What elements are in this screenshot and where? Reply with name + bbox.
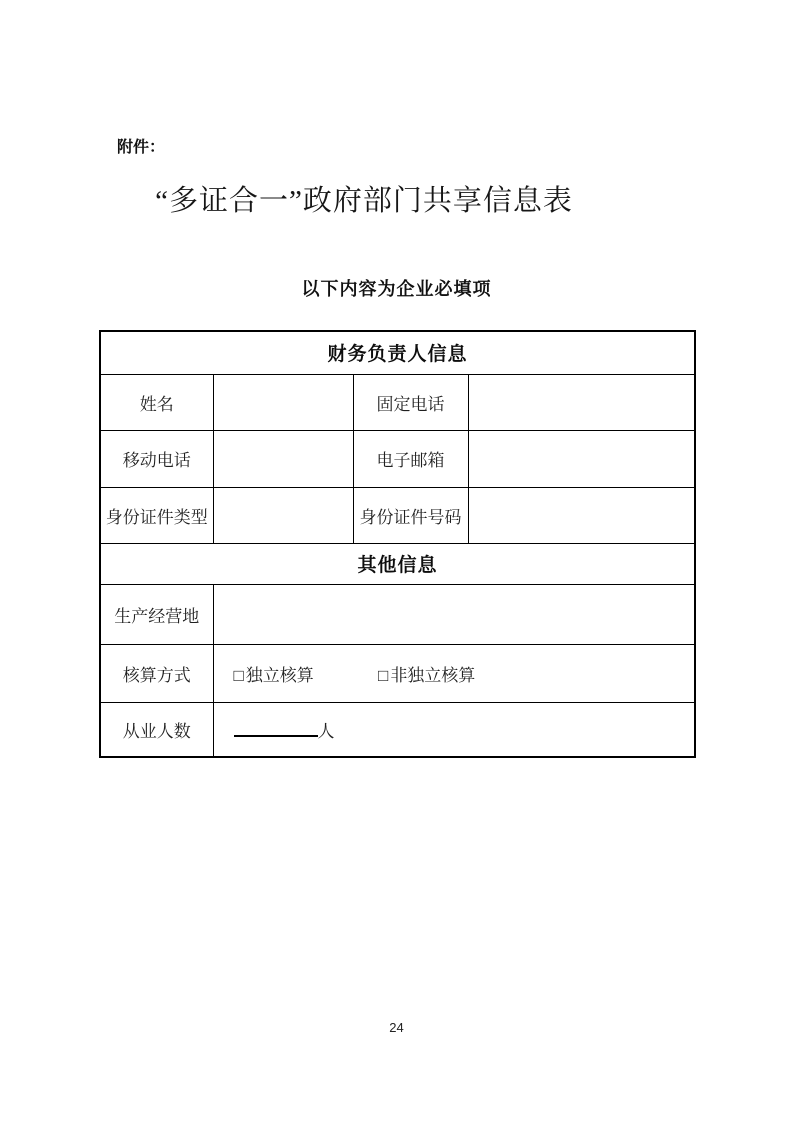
business-location-label: 生产经营地 xyxy=(100,584,213,644)
section2-title: 其他信息 xyxy=(100,543,695,584)
accounting-method-options xyxy=(213,644,695,702)
checkbox-option-non-independent[interactable] xyxy=(378,661,475,686)
id-number-label: 身份证件号码 xyxy=(353,487,468,543)
id-number-field[interactable] xyxy=(468,487,695,543)
employee-count-cell xyxy=(213,702,695,757)
section1-header-row xyxy=(100,331,695,374)
name-field[interactable] xyxy=(213,374,353,430)
shared-info-form-table xyxy=(99,330,696,758)
section2-header-row xyxy=(100,543,695,584)
attachment-label: 附件： xyxy=(117,139,166,156)
employee-count-label: 从业人数 xyxy=(100,702,213,757)
email-field[interactable] xyxy=(468,430,695,487)
business-location-field[interactable] xyxy=(213,584,695,644)
name-label: 姓名 xyxy=(100,374,213,430)
section1-title: 财务负责人信息 xyxy=(100,331,695,374)
employee-count-field[interactable] xyxy=(234,735,318,737)
page-number: 24 xyxy=(389,1020,404,1035)
checkbox-icon[interactable]: □ xyxy=(378,665,389,685)
document-title: “多证合一”政府部门共享信息表 xyxy=(155,185,573,217)
accounting-method-label: 核算方式 xyxy=(100,644,213,702)
document-subtitle: 以下内容为企业必填项 xyxy=(301,279,492,299)
table-row xyxy=(100,702,695,757)
email-label: 电子邮箱 xyxy=(353,430,468,487)
fixed-phone-label: 固定电话 xyxy=(353,374,468,430)
checkbox-option-independent[interactable] xyxy=(234,661,314,686)
id-type-field[interactable] xyxy=(213,487,353,543)
checkbox-option-label: 独立核算 xyxy=(245,665,314,685)
table-row xyxy=(100,584,695,644)
table-row xyxy=(100,374,695,430)
mobile-phone-label: 移动电话 xyxy=(100,430,213,487)
id-type-label: 身份证件类型 xyxy=(100,487,213,543)
table-row xyxy=(100,644,695,702)
table-row xyxy=(100,487,695,543)
fixed-phone-field[interactable] xyxy=(468,374,695,430)
table-row xyxy=(100,430,695,487)
mobile-phone-field[interactable] xyxy=(213,430,353,487)
checkbox-option-label: 非独立核算 xyxy=(390,665,476,685)
checkbox-icon[interactable]: □ xyxy=(233,665,244,685)
employee-count-suffix: 人 xyxy=(317,721,335,741)
